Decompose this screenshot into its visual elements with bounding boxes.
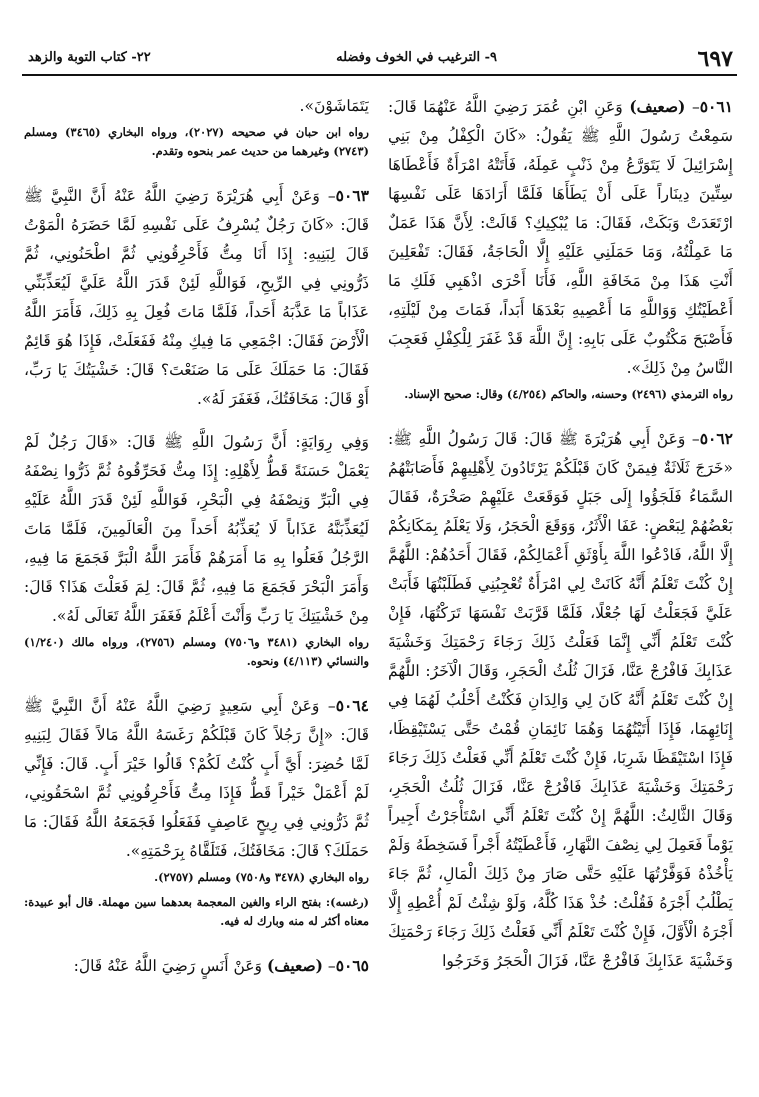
hadith-5062: ٥٠٦٢– وَعَنْ أَبِي هُرَيْرَةَ ﷺ قَالَ: قَالَ رَسُولُ اللَّهِ ﷺ: «خَرَجَ ثَلَاثَةٌ فِيمَنْ كَانَ قَبْلَكُمْ يَرْتَادُونَ لِأَهْلِيهِمْ فَأَصَابَتْهُمُ السَّمَاءُ فَلَجَؤُوا إِلَى جَبَلٍ فَوَقَعَتْ عَلَيْهِمْ صَخْرَةٌ، فَقَالَ بَعْضُهُمْ لِبَعْضٍ: عَفَا الْأَثَرُ، وَوَقَعَ الْحَجَرُ، وَلَا يَعْلَمُ بِمَكَانِكُمْ إِلَّا اللَّهُ، فَادْعُوا اللَّهَ بِأَوْثَقِ أَعْمَالِكُمْ، فَقَالَ أَحَدُهُمْ: اللَّهُمَّ إِنْ كُنْتَ تَعْلَمُ أَنَّهُ كَانَتْ لِي امْرَأَةٌ تُعْجِبُنِي فَطَلَبْتُهَا فَأَبَتْ عَلَيَّ فَجَعَلْتُ لَهَا جُعْلًا، فَلَمَّا قَرَّبَتْ نَفْسَهَا تَرَكْتُهَا، فَإِنْ كُنْتَ تَعْلَمُ أَنِّي إِنَّمَا فَعَلْتُ ذَلِكَ رَجَاءَ رَحْمَتِكَ وَخَشْيَةَ عَذَابِكَ فَافْرُجْ عَنَّا، فَزَالَ ثُلُثُ الْحَجَرِ، وَقَالَ الْآخَرُ: اللَّهُمَّ إِنْ كُنْتَ تَعْلَمُ أَنَّهُ كَانَ لِي وَالِدَانِ فَكُنْتُ أَحْلُبُ لَهُمَا فِي إِنَائِهِمَا، فَإِذَا أَتَيْتُهُمَا وَهُمَا نَائِمَانِ قُمْتُ حَتَّى يَسْتَيْقِظَا، فَإِذَا اسْتَيْقَظَا شَرِبَا، فَإِنْ كُنْتَ تَعْلَمُ أَنِّي فَعَلْتُ ذَلِكَ رَجَاءَ رَحْمَتِكَ وَخَشْيَةَ عَذَابِكَ فَافْرُجْ عَنَّا، فَزَالَ ثُلُثُ الْحَجَرِ، وَقَالَ الثَّالِثُ: اللَّهُمَّ إِنْ كُنْتَ تَعْلَمُ أَنِّي اسْتَأْجَرْتُ أَجِيراً يَوْماً فَعَمِلَ لِي نِصْفَ النَّهَارِ، فَأَعْطَيْتُهُ أَجْراً فَسَخِطَهُ وَلَمْ يَأْخُذْهُ فَوَفَّرْتُهَا عَلَيْهِ حَتَّى صَارَ مِنْ ذَلِكَ الْمَالِ، ثُمَّ جَاءَ يَطْلُبُ أَجْرَهُ فَقُلْتُ: خُذْ هَذَا كُلَّهُ، وَلَوْ شِئْتُ لَمْ أُعْطِهِ إِلَّا أَجْرَهُ الْأَوَّلَ، فَإِنْ كُنْتَ تَعْلَمُ أَنِّي فَعَلْتُ ذَلِكَ رَجَاءَ رَحْمَتِكَ وَخَشْيَةَ عَذَابِكَ فَافْرُجْ عَنَّا، فَزَالَ الْحَجَرُ وَخَرَجُوا xyxy=(388,429,733,970)
section-title: ٩- الترغيب في الخوف وفضله xyxy=(336,50,497,65)
hadith-text: وَعَنْ أَبِي هُرَيْرَةَ ﷺ قَالَ: قَالَ رَسُولُ اللَّهِ ﷺ: «خَرَجَ ثَلَاثَةٌ فِيمَنْ كَانَ قَبْلَكُمْ يَرْتَادُونَ لِأَهْلِيهِمْ فَأَصَابَتْهُمُ السَّمَاءُ فَلَجَؤُوا إِلَى جَبَلٍ فَوَقَعَتْ عَلَيْهِمْ صَخْرَةٌ، فَقَالَ بَعْضُهُمْ لِبَعْضٍ: عَفَا الْأَثَرُ، وَوَقَعَ الْحَجَرُ، وَلَا يَعْلَمُ بِمَكَانِكُمْ إِلَّا اللَّهُ، فَادْعُوا اللَّهَ بِأَوْثَقِ أَعْمَالِكُمْ، فَقَالَ أَحَدُهُمْ: اللَّهُمَّ إِنْ كُنْتَ تَعْلَمُ أَنَّهُ كَانَتْ لِي امْرَأَةٌ تُعْجِبُنِي فَطَلَبْتُهَا فَأَبَتْ عَلَيَّ فَجَعَلْتُ لَهَا جُعْلًا، فَلَمَّا قَرَّبَتْ نَفْسَهَا تَرَكْتُهَا، فَإِنْ كُنْتَ تَعْلَمُ أَنِّي إِنَّمَا فَعَلْتُ ذَلِكَ رَجَاءَ رَحْمَتِكَ وَخَشْيَةَ عَذَابِكَ فَافْرُجْ عَنَّا، فَزَالَ ثُلُثُ الْحَجَرِ، وَقَالَ الْآخَرُ: اللَّهُمَّ إِنْ كُنْتَ تَعْلَمُ أَنَّهُ كَانَ لِي وَالِدَانِ فَكُنْتُ أَحْلُبُ لَهُمَا فِي إِنَائِهِمَا، فَإِذَا أَتَيْتُهُمَا وَهُمَا نَائِمَانِ قُمْتُ حَتَّى يَسْتَيْقِظَا، فَإِذَا اسْتَيْقَظَا شَرِبَا، فَإِنْ كُنْتَ تَعْلَمُ أَنِّي فَعَلْتُ ذَلِكَ رَجَاءَ رَحْمَتِكَ وَخَشْيَةَ عَذَابِكَ فَافْرُجْ عَنَّا، فَزَالَ ثُلُثُ الْحَجَرِ، وَقَالَ الثَّالِثُ: اللَّهُمَّ إِنْ كُنْتَ تَعْلَمُ أَنِّي اسْتَأْجَرْتُ أَجِيراً يَوْماً فَعَمِلَ لِي نِصْفَ النَّهَارِ، فَأَعْطَيْتُهُ أَجْراً فَسَخِطَهُ وَلَمْ يَأْخُذْهُ فَوَفَّرْتُهَا عَلَيْهِ حَتَّى صَارَ مِنْ ذَلِكَ الْمَالِ، ثُمَّ جَاءَ يَطْلُبُ أَجْرَهُ فَقُلْتُ: خُذْ هَذَا كُلَّهُ، وَلَوْ شِئْتُ لَمْ أُعْطِهِ إِلَّا أَجْرَهُ الْأَوَّلَ، فَإِنْ كُنْتَ تَعْلَمُ أَنِّي فَعَلْتُ ذَلِكَ رَجَاءَ رَحْمَتِكَ وَخَشْيَةَ عَذَابِكَ فَافْرُجْ عَنَّا، فَزَالَ الْحَجَرُ وَخَرَجُوا xyxy=(388,430,733,970)
hadith-5065: ٥٠٦٥– (صعيف) وَعَنْ أَنَسٍ رَضِيَ اللَّهُ عَنْهُ قَالَ: xyxy=(73,956,369,975)
page-number: ٦٩٧ xyxy=(697,46,733,72)
hadith-number: ٥٠٦٣ xyxy=(335,186,369,205)
hadith-variant: وَفِي رِوَايَةٍ: أَنَّ رَسُولَ اللَّهِ ﷺ قَالَ: «قَالَ رَجُلٌ لَمْ يَعْمَلْ حَسَنَةً قَطُّ لِأَهْلِهِ: إِذَا مِتُّ فَحَرِّقُوهُ ثُمَّ ذَرُّوا نِصْفَهُ فِي الْبَرِّ وَنِصْفَهُ فِي الْبَحْرِ، فَوَاللَّهِ لَئِنْ قَدَرَ اللَّهُ عَلَيْهِ لَيُعَذِّبَنَّهُ عَذَاباً لَا يُعَذِّبُهُ أَحَداً مِنَ الْعَالَمِينَ، فَلَمَّا مَاتَ الرَّجُلُ فَعَلُوا بِهِ مَا أَمَرَهُمْ فَأَمَرَ اللَّهُ الْبَرَّ فَجَمَعَ مَا فِيهِ، وَأَمَرَ الْبَحْرَ فَجَمَعَ مَا فِيهِ، ثُمَّ قَالَ: لِمَ فَعَلْتَ هَذَا؟ قَالَ: مِنْ خَشْيَتِكَ يَا رَبِّ وَأَنْتَ أَعْلَمُ فَغَفَرَ اللَّهُ تَعَالَى لَهُ». xyxy=(24,433,369,625)
left-column xyxy=(24,92,369,1067)
hadith-source: رواه البخاري (٣٤٨١ و٧٥٠٦) ومسلم (٢٧٥٦)، ورواه مالك (١/٢٤٠) والنسائي (٤/١١٣) ونحوه. xyxy=(24,635,369,668)
continued-text: يَتَمَاشَوْنَ». xyxy=(299,97,369,115)
hadith-number: ٥٠٦١ xyxy=(699,97,733,116)
hadith-source: رواه ابن حبان في صحيحه (٢٠٢٧)، ورواه البخاري (٣٤٦٥) ومسلم (٢٧٤٣) وغيرهما من حديث عمر بنحوه وتقدم. xyxy=(24,125,369,158)
hadith-source: رواه البخاري (٣٤٧٨ و٧٥٠٨) ومسلم (٢٧٥٧). xyxy=(154,870,369,884)
hadith-number: ٥٠٦٢ xyxy=(699,429,733,448)
hadith-text: وَعَنْ أَبِي سَعِيدٍ رَضِيَ اللَّهُ عَنْهُ أَنَّ النَّبِيَّ ﷺ قَالَ: «إِنَّ رَجُلاً كَانَ قَبْلَكُمْ رَغَسَهُ اللَّهُ مَالاً فَقَالَ لِبَنِيهِ لَمَّا حُضِرَ: أَيَّ أَبٍ كُنْتُ لَكُمْ؟ قَالُوا خَيْرَ أَبٍ. قَالَ: فَإِنِّي لَمْ أَعْمَلْ خَيْراً قَطُّ فَإِذَا مِتُّ فَأَحْرِقُونِي ثُمَّ اسْحَقُونِي، ثُمَّ ذَرُّونِي فِي رِيحٍ عَاصِفٍ فَفَعَلُوا فَجَمَعَهُ اللَّهُ فَقَالَ: مَا حَمَلَكَ؟ قَالَ: مَخَافَتُكَ، فَتَلَقَّاهُ بِرَحْمَتِهِ». xyxy=(24,697,369,860)
hadith-grade: (صعيف) xyxy=(629,97,686,116)
hadith-number: ٥٠٦٥ xyxy=(335,956,369,975)
hadith-grade: (صعيف) xyxy=(266,956,323,975)
hadith-5063: ٥٠٦٣– وَعَنْ أَبِي هُرَيْرَةَ رَضِيَ اللَّهُ عَنْهُ أَنَّ النَّبِيَّ ﷺ قَالَ: «كَانَ رَجُلٌ يُسْرِفُ عَلَى نَفْسِهِ لَمَّا حَضَرَهُ الْمَوْتُ قَالَ لِبَنِيهِ: إِذَا أَنَا مِتُّ فَأَحْرِقُونِي ثُمَّ اطْحَنُونِي، ثُمَّ ذَرُّونِي فِي الرِّيحِ، فَوَاللَّهِ لَئِنْ قَدَرَ اللَّهُ عَلَيَّ لَيُعَذِّبَنِّي عَذَاباً مَا عَذَّبَهُ أَحَداً، فَلَمَّا مَاتَ فُعِلَ بِهِ ذَلِكَ، فَأَمَرَ اللَّهُ الْأَرْضَ فَقَالَ: اجْمَعِي مَا فِيكِ مِنْهُ فَفَعَلَتْ، فَإِذَا هُوَ قَائِمٌ فَقَالَ: مَا حَمَلَكَ عَلَى مَا صَنَعْتَ؟ قَالَ: خَشْيَتُكَ يَا رَبِّ، أَوْ قَالَ: مَخَافَتُكَ، فَغَفَرَ لَهُ». xyxy=(24,186,369,408)
hadith-5061: ٥٠٦١– (صعيف) وَعَنِ ابْنِ عُمَرَ رَضِيَ اللَّهُ عَنْهُمَا قَالَ: سَمِعْتُ رَسُولَ اللَّهِ ﷺ يَقُولُ: «كَانَ الْكِفْلُ مِنْ بَنِي إِسْرَائِيلَ لَا يَتَوَرَّعُ مِنْ ذَنْبٍ عَمِلَهُ، فَأَتَتْهُ امْرَأَةٌ فَأَعْطَاهَا سِتِّينَ دِينَاراً عَلَى أَنْ يَطَأَهَا فَلَمَّا أَرَادَهَا عَلَى نَفْسِهَا ارْتَعَدَتْ وَبَكَتْ، فَقَالَ: مَا يُبْكِيكِ؟ قَالَتْ: لِأَنَّ هَذَا عَمَلٌ مَا عَمِلْتُهُ، وَمَا حَمَلَنِي عَلَيْهِ إِلَّا الْحَاجَةُ، فَقَالَ: تَفْعَلِينَ أَنْتِ هَذَا مِنْ مَخَافَةِ اللَّهِ، فَأَنَا أَحْرَى اذْهَبِي فَلَكِ مَا أَعْطَيْتُكِ وَوَاللَّهِ مَا أَعْصِيهِ بَعْدَهَا أَبَداً، فَمَاتَ مِنْ لَيْلَتِهِ، فَأَصْبَحَ مَكْتُوبٌ عَلَى بَابِهِ: إِنَّ اللَّهَ قَدْ غَفَرَ لِلْكِفْلِ فَعَجِبَ النَّاسُ مِنْ ذَلِكَ». xyxy=(388,97,733,377)
hadith-source: رواه الترمذي (٢٤٩٦) وحسنه، والحاكم (٤/٢٥٤) وقال: صحيح الإسناد. xyxy=(404,387,733,401)
page-header xyxy=(22,44,737,76)
right-column xyxy=(388,92,733,1067)
book-title: ٢٢- كتاب التوبة والزهد xyxy=(28,50,151,65)
hadith-5064: ٥٠٦٤– وَعَنْ أَبِي سَعِيدٍ رَضِيَ اللَّهُ عَنْهُ أَنَّ النَّبِيَّ ﷺ قَالَ: «إِنَّ رَجُلاً كَانَ قَبْلَكُمْ رَغَسَهُ اللَّهُ مَالاً فَقَالَ لِبَنِيهِ لَمَّا حُضِرَ: أَيَّ أَبٍ كُنْتُ لَكُمْ؟ قَالُوا خَيْرَ أَبٍ. قَالَ: فَإِنِّي لَمْ أَعْمَلْ خَيْراً قَطُّ فَإِذَا مِتُّ فَأَحْرِقُونِي ثُمَّ اسْحَقُونِي، ثُمَّ ذَرُّونِي فِي رِيحٍ عَاصِفٍ فَفَعَلُوا فَجَمَعَهُ اللَّهُ فَقَالَ: مَا حَمَلَكَ؟ قَالَ: مَخَافَتُكَ، فَتَلَقَّاهُ بِرَحْمَتِهِ». xyxy=(24,696,369,860)
hadith-text: وَعَنْ أَنَسٍ رَضِيَ اللَّهُ عَنْهُ قَالَ: xyxy=(73,957,263,975)
hadith-number: ٥٠٦٤ xyxy=(335,696,369,715)
hadith-note: (رغسه): بفتح الراء والغين المعجمة بعدهما سين مهملة. قال أبو عبيدة: معناه أكثر له منه وبارك له فيه. xyxy=(24,895,369,928)
hadith-text: وَعَنْ أَبِي هُرَيْرَةَ رَضِيَ اللَّهُ عَنْهُ أَنَّ النَّبِيَّ ﷺ قَالَ: «كَانَ رَجُلٌ يُسْرِفُ عَلَى نَفْسِهِ لَمَّا حَضَرَهُ الْمَوْتُ قَالَ لِبَنِيهِ: إِذَا أَنَا مِتُّ فَأَحْرِقُونِي ثُمَّ اطْحَنُونِي، ثُمَّ ذَرُّونِي فِي الرِّيحِ، فَوَاللَّهِ لَئِنْ قَدَرَ اللَّهُ عَلَيَّ لَيُعَذِّبَنِّي عَذَاباً مَا عَذَّبَهُ أَحَداً، فَلَمَّا مَاتَ فُعِلَ بِهِ ذَلِكَ، فَأَمَرَ اللَّهُ الْأَرْضَ فَقَالَ: اجْمَعِي مَا فِيكِ مِنْهُ فَفَعَلَتْ، فَإِذَا هُوَ قَائِمٌ فَقَالَ: مَا حَمَلَكَ عَلَى مَا صَنَعْتَ؟ قَالَ: خَشْيَتُكَ يَا رَبِّ، أَوْ قَالَ: مَخَافَتُكَ، فَغَفَرَ لَهُ». xyxy=(24,187,369,408)
hadith-text: وَعَنِ ابْنِ عُمَرَ رَضِيَ اللَّهُ عَنْهُمَا قَالَ: سَمِعْتُ رَسُولَ اللَّهِ ﷺ يَقُولُ: «كَانَ الْكِفْلُ مِنْ بَنِي إِسْرَائِيلَ لَا يَتَوَرَّعُ مِنْ ذَنْبٍ عَمِلَهُ، فَأَتَتْهُ امْرَأَةٌ فَأَعْطَاهَا سِتِّينَ دِينَاراً عَلَى أَنْ يَطَأَهَا فَلَمَّا أَرَادَهَا عَلَى نَفْسِهَا ارْتَعَدَتْ وَبَكَتْ، فَقَالَ: مَا يُبْكِيكِ؟ قَالَتْ: لِأَنَّ هَذَا عَمَلٌ مَا عَمِلْتُهُ، وَمَا حَمَلَنِي عَلَيْهِ إِلَّا الْحَاجَةُ، فَقَالَ: تَفْعَلِينَ أَنْتِ هَذَا مِنْ مَخَافَةِ اللَّهِ، فَأَنَا أَحْرَى اذْهَبِي فَلَكِ مَا أَعْطَيْتُكِ وَوَاللَّهِ مَا أَعْصِيهِ بَعْدَهَا أَبَداً، فَمَاتَ مِنْ لَيْلَتِهِ، فَأَصْبَحَ مَكْتُوبٌ عَلَى بَابِهِ: إِنَّ اللَّهَ قَدْ غَفَرَ لِلْكِفْلِ فَعَجِبَ النَّاسُ مِنْ ذَلِكَ». xyxy=(388,98,733,377)
